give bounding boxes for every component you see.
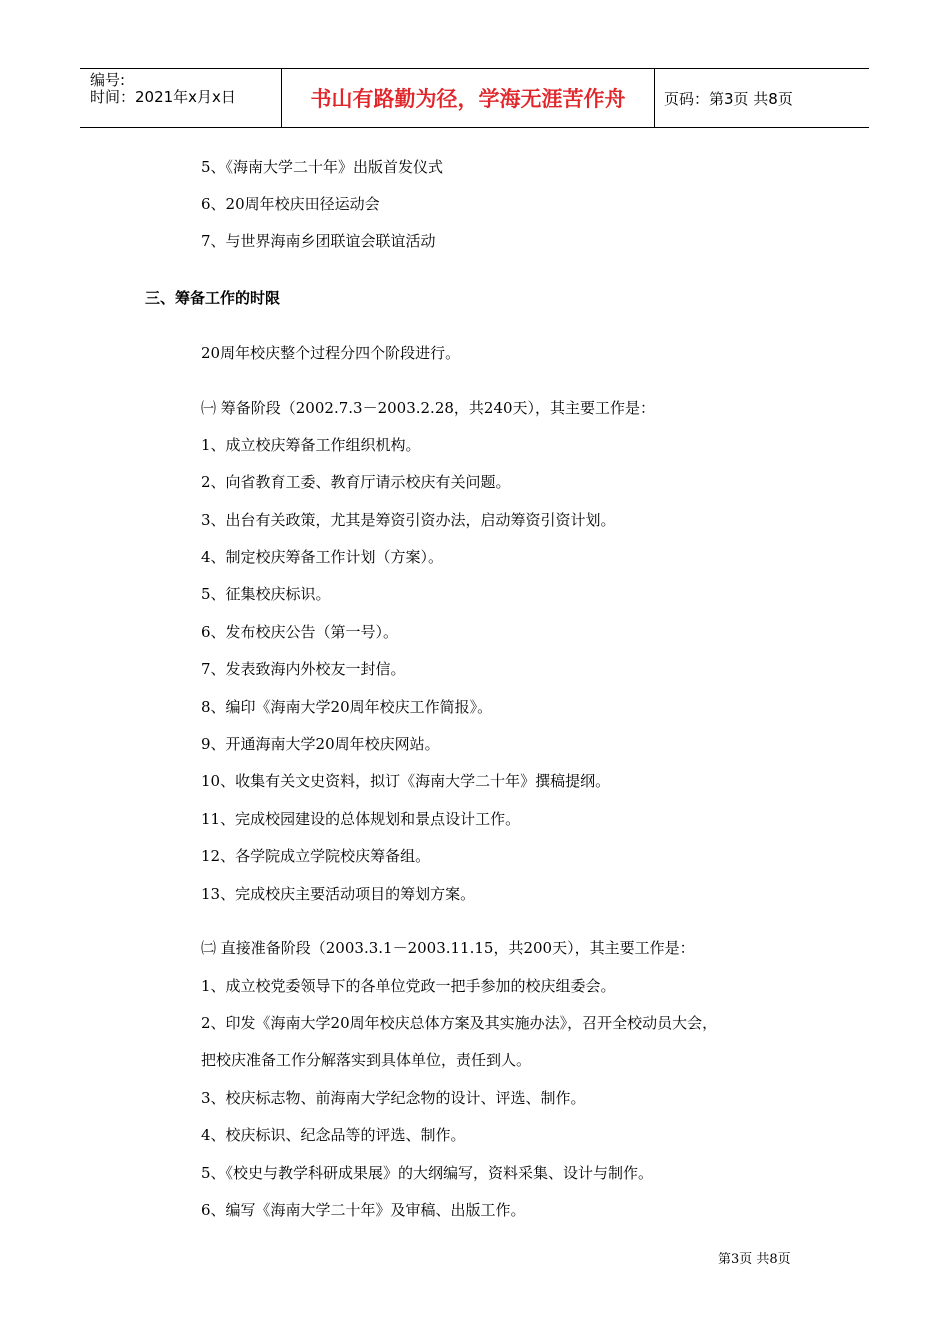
- list-item: 5、征集校庆标识。: [201, 585, 331, 603]
- list-item: 3、校庆标志物、前海南大学纪念物的设计、评选、制作。: [201, 1089, 586, 1107]
- stage-heading: ㈡ 直接准备阶段（2003.3.1－2003.11.15，共200天），其主要工作是：: [201, 939, 695, 957]
- list-item: 9、开通海南大学20周年校庆网站。: [201, 735, 440, 753]
- list-item: 3、出台有关政策，尤其是筹资引资办法，启动筹资引资计划。: [201, 511, 616, 529]
- list-item: 6、20周年校庆田径运动会: [201, 195, 380, 213]
- paragraph: 20周年校庆整个过程分四个阶段进行。: [201, 344, 461, 362]
- page-header: [80, 68, 869, 128]
- section-heading: 三、筹备工作的时限: [145, 289, 281, 307]
- list-item: 1、成立校党委领导下的各单位党政一把手参加的校庆组委会。: [201, 977, 616, 995]
- list-item: 2、向省教育工委、教育厅请示校庆有关问题。: [201, 473, 511, 491]
- list-item: 11、完成校园建设的总体规划和景点设计工作。: [201, 810, 521, 828]
- list-item: 2、印发《海南大学20周年校庆总体方案及其实施办法》，召开全校动员大会，: [201, 1014, 718, 1032]
- list-item: 6、发布校庆公告（第一号）。: [201, 623, 399, 641]
- list-item: 4、制定校庆筹备工作计划（方案）。: [201, 548, 444, 566]
- list-item-continuation: 把校庆准备工作分解落实到具体单位，责任到人。: [201, 1051, 532, 1069]
- list-item: 7、与世界海南乡团联谊会联谊活动: [201, 232, 436, 250]
- list-item: 5、《校史与教学科研成果展》的大纲编写，资料采集、设计与制作。: [201, 1164, 654, 1182]
- list-item: 1、成立校庆筹备工作组织机构。: [201, 436, 421, 454]
- list-item: 8、编印《海南大学20周年校庆工作简报》。: [201, 698, 493, 716]
- list-item: 10、收集有关文史资料，拟订《海南大学二十年》撰稿提纲。: [201, 772, 611, 790]
- list-item: 5、《海南大学二十年》出版首发仪式: [201, 158, 444, 176]
- list-item: 4、校庆标识、纪念品等的评选、制作。: [201, 1126, 466, 1144]
- list-item: 6、编写《海南大学二十年》及审稿、出版工作。: [201, 1201, 526, 1219]
- stage-heading: ㈠ 筹备阶段（2002.7.3－2003.2.28，共240天），其主要工作是：: [201, 399, 656, 417]
- document-number-label: 编号:: [90, 71, 126, 89]
- page-footer: 第3页 共8页: [718, 1252, 791, 1267]
- list-item: 12、各学院成立学院校庆筹备组。: [201, 847, 431, 865]
- header-page-code: 页码：第3页 共8页: [664, 89, 793, 108]
- list-item: 7、发表致海内外校友一封信。: [201, 660, 406, 678]
- header-meta: [80, 69, 282, 127]
- document-time: 时间：2021年x月x日: [90, 88, 236, 106]
- header-motto: 书山有路勤为径，学海无涯苦作舟: [282, 69, 655, 127]
- list-item: 13、完成校庆主要活动项目的筹划方案。: [201, 885, 476, 903]
